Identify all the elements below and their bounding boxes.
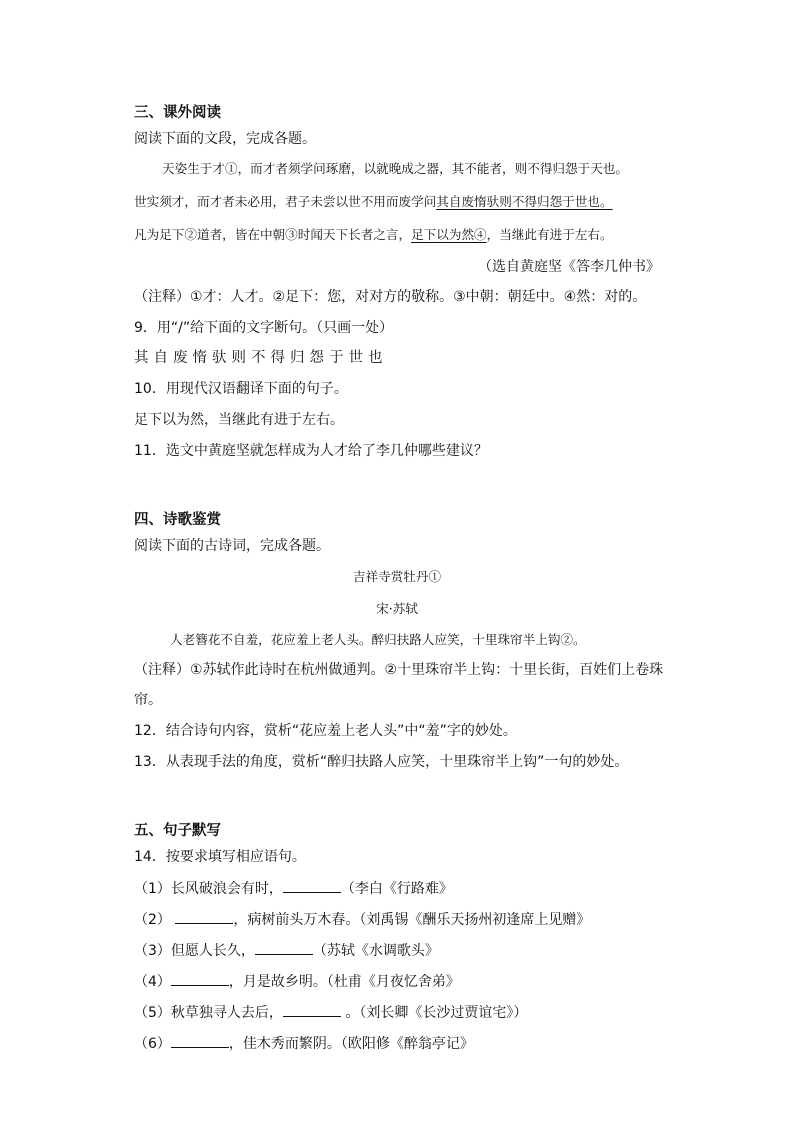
question-9-prompt: 9．用“/”给下面的文字断句。（只画一处） bbox=[134, 320, 394, 336]
recitation-item-6-post: ，佳木秀而繁阴。（欧阳修《醉翁亭记》 bbox=[228, 1036, 474, 1052]
section-heading-4: 四、诗歌鉴赏 bbox=[134, 512, 221, 528]
poem-body: 人老簪花不自羞，花应羞上老人头。醉归扶路人应笑，十里珠帘半上钩②。 bbox=[170, 632, 586, 647]
answer-blank-1[interactable] bbox=[283, 879, 341, 893]
answer-blank-5[interactable] bbox=[283, 1003, 341, 1017]
recitation-item-1-post: （李白《行路难》 bbox=[340, 881, 453, 897]
section3-notes: （注释）①才：人才。②足下：您，对对方的敬称。③中朝：朝廷中。④然：对的。 bbox=[134, 289, 647, 305]
recitation-item-4 bbox=[134, 972, 460, 991]
poem-title: 吉祥寺赏牡丹① bbox=[352, 569, 442, 584]
recitation-item-2-post: ，病树前头万木春。（刘禹锡《酬乐天扬州初逢席上见赠》 bbox=[233, 912, 591, 928]
section4-notes-line-2: 帘。 bbox=[134, 692, 162, 708]
recitation-item-3-pre: （3）但愿人长久， bbox=[134, 943, 255, 959]
question-10-prompt: 10．用现代汉语翻译下面的句子。 bbox=[134, 381, 348, 397]
passage-line-3-tail: ，当继此有进于左右。 bbox=[486, 227, 613, 242]
poem-author: 宋·苏轼 bbox=[376, 601, 418, 616]
passage-underlined-sentence: 其自废惰驮则不得归怨于世也。 bbox=[436, 194, 613, 209]
passage-underlined-phrase: 足下以为然④ bbox=[411, 227, 487, 242]
recitation-item-5-pre: （5）秋草独寻人去后， bbox=[134, 1005, 283, 1021]
section-heading-5: 五、句子默写 bbox=[134, 823, 221, 839]
question-11-prompt: 11．选文中黄庭坚就怎样成为人才给了李几仲哪些建议？ bbox=[134, 443, 488, 459]
recitation-item-6 bbox=[134, 1034, 474, 1053]
passage-line-1: 天姿生于才①，而才者须学问琢磨，以就晚成之器，其不能者，则不得归怨于天也。 bbox=[162, 161, 628, 176]
recitation-item-4-pre: （4） bbox=[134, 974, 171, 990]
answer-blank-4[interactable] bbox=[171, 972, 229, 986]
recitation-item-3-post: （苏轼《水调歌头》 bbox=[312, 943, 439, 959]
recitation-item-6-pre: （6） bbox=[134, 1036, 171, 1052]
section4-notes-line-1: （注释）①苏轼作此诗时在杭州做通判。②十里珠帘半上钩：十里长街，百姓们上卷珠 bbox=[134, 662, 664, 678]
recitation-item-2-pre: （2） bbox=[134, 912, 176, 928]
passage-line-2 bbox=[134, 193, 613, 211]
passage-line-3-text: 凡为足下②道者，皆在中朝③时闻天下长者之言， bbox=[134, 227, 412, 242]
question-10-sentence: 足下以为然，当继此有进于左右。 bbox=[134, 412, 344, 428]
recitation-item-1 bbox=[134, 879, 453, 898]
passage-source: （选自黄庭坚《答李几仲书》 bbox=[478, 259, 660, 275]
question-14-prompt: 14．按要求填写相应语句。 bbox=[134, 849, 306, 865]
recitation-item-1-pre: （1）长风破浪会有时， bbox=[134, 881, 283, 897]
question-12-prompt: 12．结合诗句内容，赏析“花应羞上老人头”中“羞”字的妙处。 bbox=[134, 723, 517, 739]
answer-blank-2[interactable] bbox=[175, 910, 233, 924]
section-instruction-3: 阅读下面的文段，完成各题。 bbox=[134, 131, 316, 147]
recitation-item-5 bbox=[134, 1003, 527, 1022]
recitation-item-2 bbox=[134, 910, 590, 929]
answer-blank-6[interactable] bbox=[171, 1034, 229, 1048]
recitation-item-5-post: 。（刘长卿《长沙过贾谊宅》） bbox=[340, 1005, 528, 1021]
recitation-item-4-post: ，月是故乡明。（杜甫《月夜忆舍弟》 bbox=[228, 974, 460, 990]
passage-line-3 bbox=[134, 226, 613, 244]
section-instruction-4: 阅读下面的古诗词，完成各题。 bbox=[134, 538, 330, 554]
answer-blank-3[interactable] bbox=[255, 941, 313, 955]
passage-line-2-text: 世实须才，而才者未必用，君子未尝以世不用而废学问 bbox=[134, 194, 437, 209]
question-9-text: 其自废惰驮则不得归怨于世也 bbox=[134, 350, 388, 366]
recitation-item-3 bbox=[134, 941, 439, 960]
question-13-prompt: 13．从表现手法的角度，赏析“醉归扶路人应笑，十里珠帘半上钩”一句的妙处。 bbox=[134, 754, 629, 770]
section-heading-3: 三、课外阅读 bbox=[134, 105, 221, 121]
